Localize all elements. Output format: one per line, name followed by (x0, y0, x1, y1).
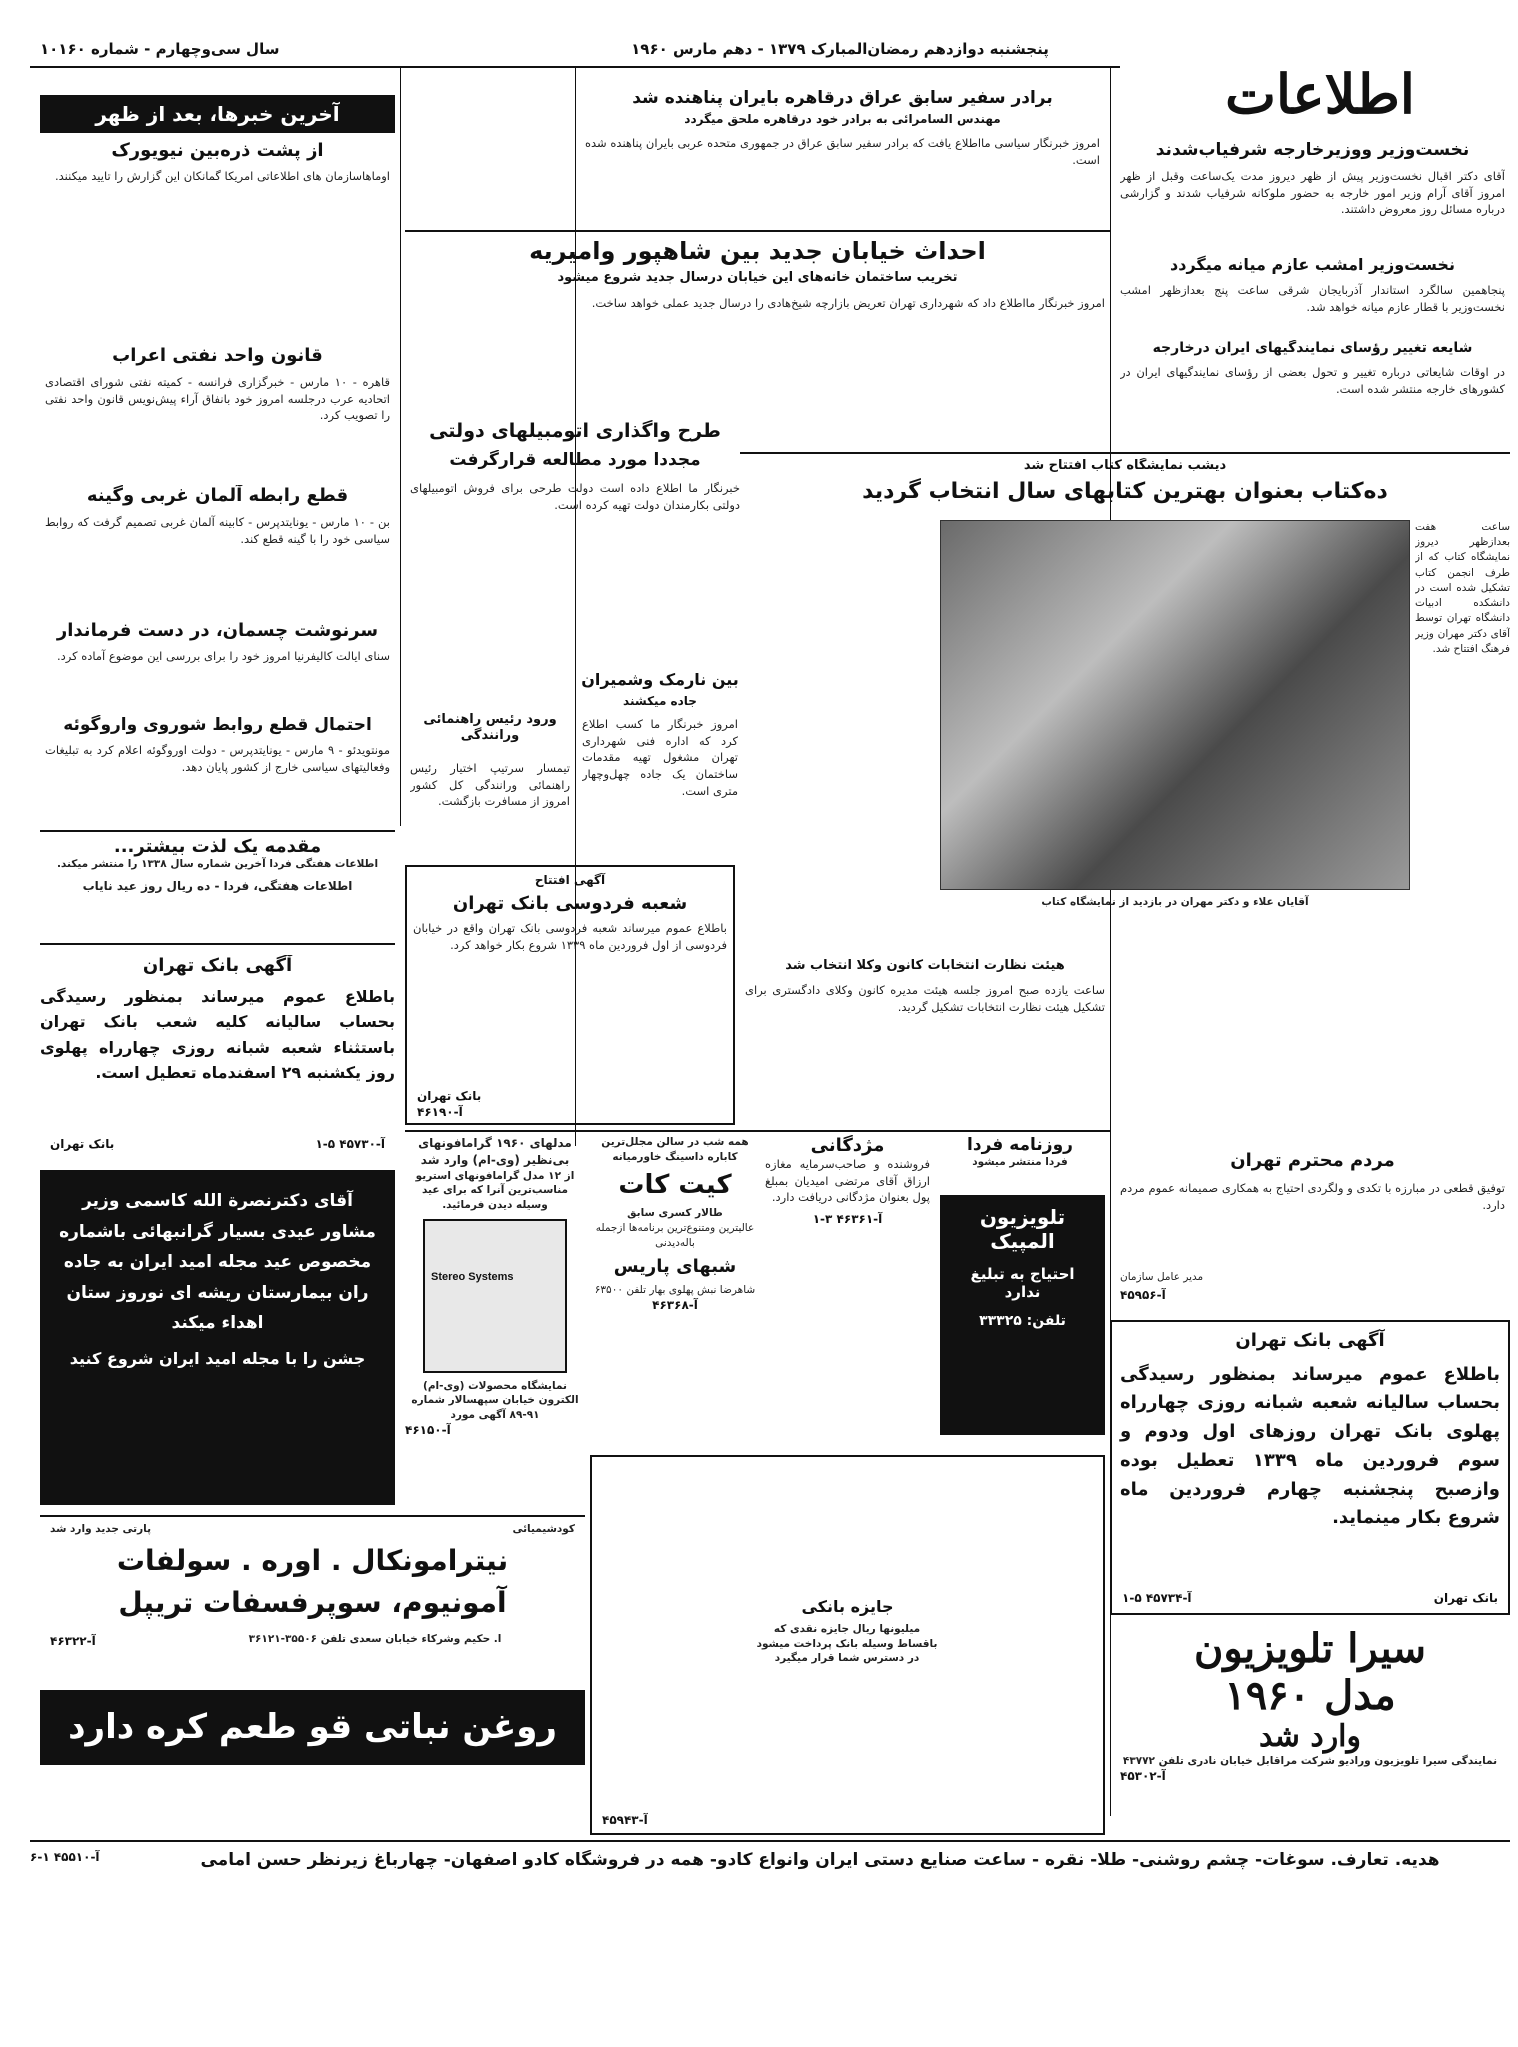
pm-miyaneh-text: پنجاهمین سالگرد استاندار آذربایجان شرقی ساعت پنج بعدازظهر امشب نخست‌وزیر با قطار عازم میانه خواهد شد. (1120, 283, 1505, 314)
bar-election-headline: هیئت نظارت انتخابات کانون وکلا انتخاب شد (785, 958, 1065, 973)
paris-address: شاهرضا نبش پهلوی بهار تلفن ۶۳۵۰۰ (594, 1284, 756, 1297)
farda-newspaper-ad (935, 1135, 1105, 1185)
ferdowsi-ad-head: شعبه فردوسی بانک تهران (452, 893, 688, 914)
bank-left-title: آگهی بانک تهران (142, 955, 293, 976)
arab-oil-headline: قانون واحد نفتی اعراب (112, 345, 323, 366)
ferdowsi-ad-title: آگهی افتتاح (534, 873, 606, 887)
pm-miyaneh-headline: نخست‌وزیر امشب عازم میانه میگردد (1170, 255, 1455, 274)
fertilizer-ref: آ-۴۶۳۲۲ (50, 1634, 96, 1648)
germany-guinea-text: بن - ۱۰ مارس - یونایتدپرس - کابینه آلمان غربی تصمیم گرفت که روابط سیاسی خود را با گینه قطع کند. (45, 515, 390, 546)
chessman-text: سنای ایالت کالیفرنیا امروز خود را برای بررسی این موضوع آماده کرد. (56, 649, 390, 663)
omid-iran-ad (40, 1170, 395, 1505)
footer-rule (30, 1840, 1510, 1842)
paris-sub: طالار کسری سابق (627, 1207, 723, 1220)
bank-prize-ad (590, 1455, 1105, 1835)
govt-cars-text: خبرنگار ما اطلاع داده است دولت طرحی برای فروش اتومبیلهای دولتی بکارمندان دولت تهیه کرده است. (410, 481, 740, 512)
iraqi-refugee-text: امروز خبرنگار سیاسی مااطلاع یافت که برادر سفیر سابق عراق در جمهوری متحده عربی بایران پناهنده شده است. (585, 136, 1100, 167)
envoys-headline: شایعه تغییر رؤسای نمایندگیهای ایران درخارجه (1152, 340, 1473, 356)
book-fair-caption: آقایان علاء و دکتر مهران در بازدید از نمایشگاه کتاب (1041, 896, 1309, 908)
ferdowsi-ad-ref: آ-۴۶۱۹۰ (417, 1105, 463, 1119)
gramophone-ref: آ-۴۶۱۵۰ (405, 1422, 451, 1437)
sierra-tv-title: سیرا تلویزیون (1193, 1625, 1427, 1672)
iraqi-refugee-headline: برادر سفیر سابق عراق درقاهره بایران پناهنده شد (632, 88, 1053, 108)
section-rule (405, 1130, 1110, 1132)
book-fair-photo (940, 520, 1410, 890)
gramophone-text: از ۱۲ مدل گرامافونهای استریو مناسب‌ترین آنرا که برای عید وسیله دیدن فرمائید. (415, 1169, 575, 1211)
weekly-ad (40, 830, 395, 945)
bank-tehran-ad-left (40, 955, 395, 1155)
new-street-headline: احداث خیابان جدید بین شاهپور وامیریه (529, 237, 986, 265)
ny-headline: از پشت ذره‌بین نیویورک (111, 140, 324, 161)
new-street-subhead: تخریب ساختمان خانه‌های این خیابان درسال جدید شروع میشود (557, 270, 958, 285)
section-rule (405, 230, 1110, 232)
paris-nights-title: شبهای پاریس (613, 1256, 737, 1278)
latest-news-banner: آخرین خبرها، بعد از ظهر (40, 95, 395, 133)
tehran-citizens-text: توفیق قطعی در مبارزه با تکدی و ولگردی احتیاج به همکاری صمیمانه عموم مردم دارد. (1120, 1181, 1505, 1212)
paris-ref: آ-۴۶۳۶۸ (652, 1298, 698, 1313)
book-fair-headline: ده‌کتاب بعنوان بهترین کتابهای سال انتخاب گردید (862, 479, 1388, 504)
sierra-tv-arrived: وارد شد (1259, 1719, 1361, 1754)
uruguay-text: مونتویدئو - ۹ مارس - یونایتدپرس - دولت اوروگوئه اعلام کرد به تبلیغات وفعالیتهای سیاسی خارج از کشور پایان دهد. (45, 743, 390, 774)
weekly-ad-text: اطلاعات هفتگی فردا آخرین شماره سال ۱۳۳۸ را منتشر میکند. (56, 858, 379, 870)
narmak-subhead: جاده میکشند (623, 694, 697, 708)
bank-ad-signature: بانک تهران (1433, 1591, 1498, 1605)
sierra-tv-footer: نمایندگی سیرا تلویزیون ورادیو شرکت مراقابل خیابان نادری تلفن ۴۳۷۷۲ (1122, 1755, 1498, 1767)
bank-left-ref: آ-۴۵۷۳۰ ۵-۱ (315, 1137, 385, 1151)
issue-date: پنجشنبه دوازدهم رمضان‌المبارک ۱۳۷۹ - دهم مارس ۱۹۶۰ (631, 40, 1049, 58)
paris-top-line: همه شب در سالن مجلل‌ترین کاباره داسینگ خاورمیانه (601, 1136, 749, 1163)
traffic-chief-headline: ورود رئیس راهنمائی ورانندگی (423, 712, 557, 744)
sierra-tv-ref: آ-۴۵۳۰۲ (1120, 1768, 1166, 1783)
column-rule (400, 66, 401, 826)
qu-oil-banner: روغن نباتی قو طعم کره دارد (40, 1690, 585, 1765)
narmak-text: امروز خبرنگار ما کسب اطلاع کرد که اداره فنی شهرداری تهران مشغول تهیه مقدمات ساختمان یک جاده چهل‌وچهار متری است. (582, 717, 738, 798)
ferdowsi-ad-signature: بانک تهران (417, 1089, 482, 1103)
chessman-headline: سرنوشت چسمان، در دست فرماندار (56, 620, 379, 641)
paris-nights-ad (590, 1135, 760, 1445)
sierra-tv-model: مدل ۱۹۶۰ (1224, 1672, 1396, 1719)
traffic-chief-text: تیمسار سرتیپ اختیار رئیس راهنمائی ورانندگی کل کشور امروز از مسافرت بازگشت. (410, 761, 570, 809)
reward-notice (765, 1135, 930, 1445)
tehran-citizens-headline: مردم محترم تهران (1230, 1150, 1395, 1171)
issue-number: سال سی‌وچهارم - شماره ۱۰۱۶۰ (40, 40, 280, 58)
reward-title: مژدگانی (810, 1135, 885, 1156)
omid-iran-text: آقای دکترنصرة الله کاسمی وزیر مشاور عیدی بسیار گرانبهائی باشماره مخصوص عید مجله امید ایران به جاده ران بیمارستان ریشه ای نوروز ستان اهداء میکند (59, 1191, 376, 1334)
section-rule (40, 1515, 585, 1517)
footer-ref: آ-۴۵۵۱۰ ۱-۶ (30, 1850, 100, 1864)
newspaper-logo: اطلاعات (1225, 62, 1415, 126)
stereo-systems-label: Stereo Systems (431, 1270, 514, 1283)
new-street-text: امروز خبرنگار مااطلاع داد که شهرداری تهران تعریض بازارچه شیخ‌هادی را درسال جدید عملی خواهد ساخت. (591, 296, 1105, 310)
govt-cars-subhead: مجددا مورد مطالعه قرارگرفت (449, 450, 701, 470)
gift-shop-footer: هدیه. تعارف. سوغات- چشم روشنی- طلا- نقره - ساعت صنایع دستی ایران وانواع کادو- همه در فروشگاه کادو اصفهان- چهارباغ زیرنظر حسن امامی (200, 1850, 1440, 1870)
gramophone-footer: نمایشگاه محصولات (وی-ام) الکترون خیابان سپهسالار شماره ۹۱-۸۹ آگهی مورد (411, 1379, 579, 1422)
narmak-headline: بین نارمک وشمیران (581, 670, 739, 689)
stereo-console-illustration (423, 1219, 567, 1373)
omid-iran-footer: جشن را با مجله امید ایران شروع کنید (69, 1348, 366, 1368)
prize-title: جایزه بانکی (801, 1597, 894, 1616)
fertilizer-ad (40, 1522, 585, 1672)
fertilizer-title-line2: آمونیوم، سوپرفسفات تریپل (118, 1586, 507, 1619)
bar-election-text: ساعت یازده صبح امروز جلسه هیئت مدیره کانون وکلای دادگستری برای تشکیل هیئت نظارت انتخابات تشکیل گردید. (745, 983, 1105, 1014)
weekly-ad-title: مقدمه یک لذت بیشتر... (113, 836, 322, 857)
pm-audience-headline: نخست‌وزیر ووزیرخارجه شرفیاب‌شدند (1155, 140, 1470, 160)
olympic-tv-sub: احتیاج به تبلیغ ندارد (970, 1265, 1075, 1301)
bank-ad-text: باطلاع عموم میرساند بمنظور رسیدگی بحساب سالیانه شعبه شبانه روزی چهارراه پهلوی بانک تهران روزهای اول ودوم و سوم فروردین ماه ۱۳۳۹ تعطیل بوده وازصبح پنجشنبه چهارم فروردین ماه شروع بکار مینماید. (1120, 1363, 1500, 1529)
kit-kat-name: کیت کات (618, 1170, 732, 1201)
iraqi-refugee-subhead: مهندس السامرائی به برادر خود درقاهره ملحق میگردد (684, 112, 1001, 126)
ferdowsi-ad-text: باطلاع عموم میرساند شعبه فردوسی بانک تهران واقع در خیابان فردوسی از اول فروردین ماه ۱۳۳۹ شروع بکار خواهد کرد. (413, 921, 727, 952)
govt-cars-headline: طرح واگذاری اتومبیلهای دولتی (429, 420, 721, 442)
book-fair-text: ساعت هفت بعدازظهر دیروز نمایشگاه کتاب که از طرف انجمن کتاب تشکیل شده است در دانشکده ادبیات دانشگاه تهران توسط آقای دکتر مهران وزیر فرهنگ افتتاح شد. (1415, 521, 1510, 655)
bank-left-signature: بانک تهران (50, 1137, 115, 1151)
bank-ad-ref: آ-۴۵۷۳۴ ۵-۱ (1122, 1591, 1192, 1605)
section-rule (740, 452, 1510, 454)
ny-text: اوماهاسازمان های اطلاعاتی امریکا گمانکان این گزارش را تایید میکنند. (54, 169, 390, 183)
fertilizer-kicker: کودشیمیائی (512, 1523, 575, 1535)
olympic-tv-phone: تلفن: ۳۳۳۲۵ (979, 1313, 1066, 1329)
prize-ref: آ-۴۵۹۴۳ (602, 1813, 648, 1827)
bank-tehran-ad-right (1110, 1320, 1510, 1615)
tehran-citizens-signature: مدیر عامل سازمان (1120, 1271, 1204, 1283)
weekly-ad-footer: اطلاعات هفتگی، فردا - ده ریال روز عید نایاب (82, 878, 353, 893)
pm-audience-text: آقای دکتر اقبال نخست‌وزیر پیش از ظهر دیروز مدت یک‌ساعت وقبل از ظهر امروز آقای آرام وزیر امور خارجه به حضور ملوکانه شرفیاب شدند و گزارشی درباره مسائل روز معروض داشتند. (1120, 169, 1505, 217)
farda-sub: فردا منتشر میشود (972, 1156, 1068, 1168)
fertilizer-new-batch: پارتی جدید وارد شد (50, 1523, 152, 1535)
bank-left-text: باطلاع عموم میرساند بمنظور رسیدگی بحساب سالیانه کلیه شعب بانک تهران باستثناء شعبه شبانه روزی چهارراه پهلوی روز یکشنبه ۲۹ اسفندماه تعطیل است. (40, 986, 395, 1083)
paris-shows: عالیترین ومتنوع‌ترین برنامه‌ها ازجمله باله‌دیدنی (595, 1222, 755, 1249)
tehran-citizens-ref: آ-۴۵۹۵۶ (1120, 1288, 1166, 1302)
envoys-text: در اوقات شایعاتی درباره تغییر و تحول بعضی از رؤسای نمایندگیهای ایران در کشورهای خارجه منتشر شده است. (1120, 365, 1505, 396)
gramophone-title: مدلهای ۱۹۶۰ گرامافونهای بی‌نظیر (وی-ام) وارد شد (418, 1136, 572, 1167)
gramophone-ad (405, 1135, 585, 1505)
reward-text: فروشنده و صاحب‌سرمایه مغازه ارزاق آقای مرتضی امیدیان بمبلغ پول بعنوان مژدگانی دریافت دارد. (765, 1157, 930, 1205)
olympic-tv-ad (940, 1195, 1105, 1435)
uruguay-headline: احتمال قطع روابط شوروی واروگوئه (63, 715, 372, 735)
arab-oil-text: قاهره - ۱۰ مارس - خبرگزاری فرانسه - کمیته نفتی شورای اقتصادی اتحادیه عرب درجلسه امروز خود بانفاق آراء پیش‌نویس قانون واحد نفتی را تصویب کرد. (45, 375, 390, 423)
farda-title: روزنامه فردا (967, 1135, 1073, 1155)
germany-guinea-headline: قطع رابطه آلمان غربی وگینه (86, 485, 349, 506)
olympic-tv-title: تلویزیون المپیک (979, 1205, 1066, 1253)
bank-ad-title: آگهی بانک تهران (1235, 1330, 1385, 1351)
reward-ref: آ-۴۶۳۶۱ ۳-۱ (812, 1212, 883, 1227)
prize-text: میلیونها ریال جایزه نقدی که باقساط وسیله بانک پرداخت میشود در دسترس شما قرار میگیرد (756, 1623, 938, 1665)
sierra-tv-ad (1110, 1625, 1510, 1835)
fertilizer-address: ا. حکیم وشرکاء خیابان سعدی تلفن ۳۵۵۰۶-۳۶۱۲۱ (248, 1633, 502, 1645)
ferdowsi-branch-ad (405, 865, 735, 1125)
fertilizer-title-line1: نیترامونکال . اوره . سولفات (116, 1544, 509, 1577)
book-fair-kicker: دیشب نمایشگاه کتاب افتتاح شد (1023, 458, 1227, 473)
